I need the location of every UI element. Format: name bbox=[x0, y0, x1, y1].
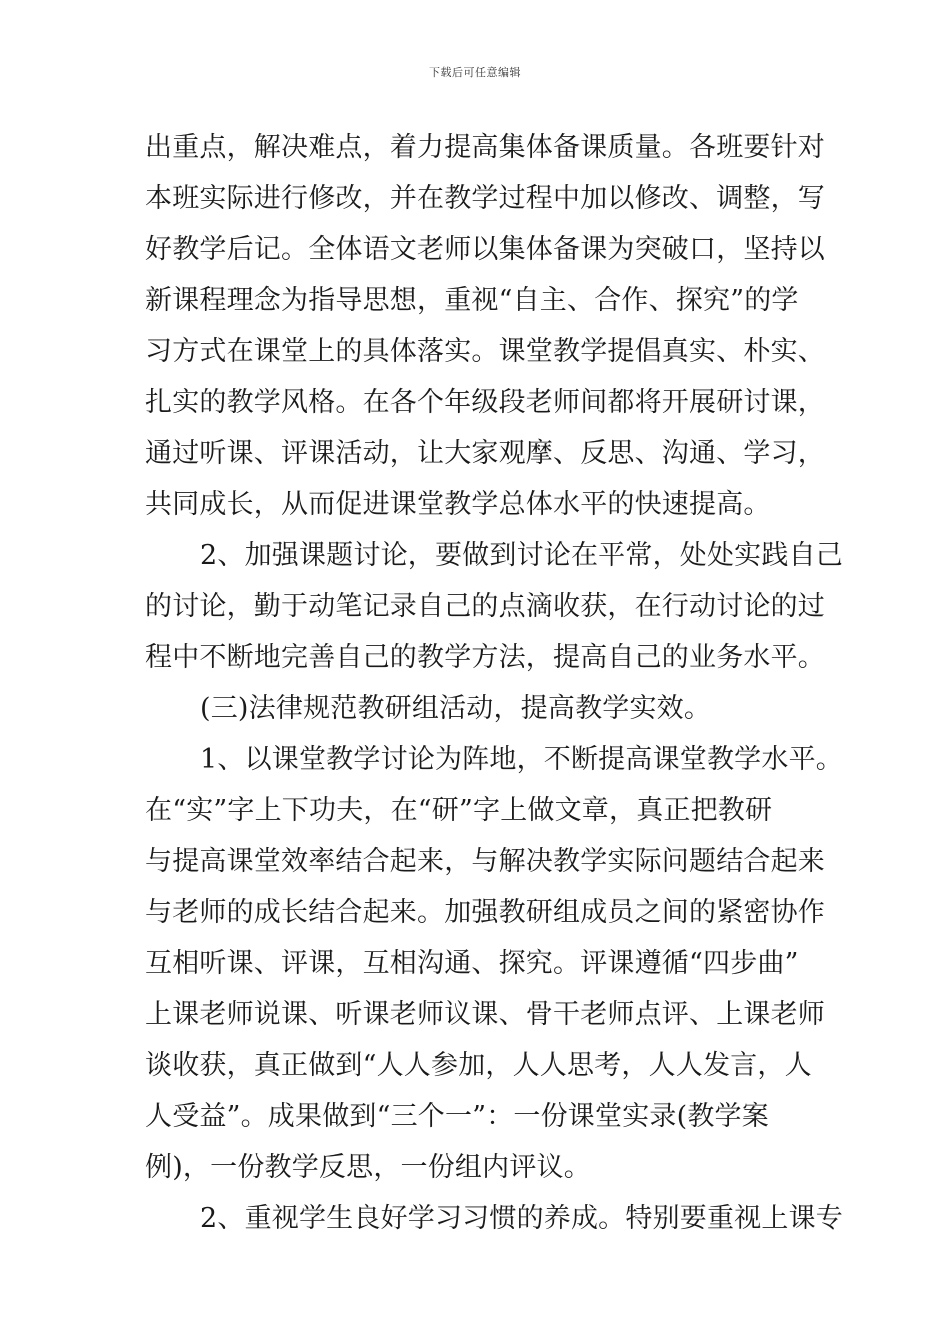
body-line: 扎实的教学风格。在各个年级段老师间都将开展研讨课， bbox=[145, 387, 825, 418]
body-line: 2、重视学生良好学习习惯的养成。特别要重视上课专 bbox=[200, 1203, 843, 1234]
body-line: 谈收获，真正做到“人人参加，人人思考，人人发言，人 bbox=[145, 1050, 812, 1081]
body-line: 新课程理念为指导思想，重视“自主、合作、探究”的学 bbox=[145, 285, 799, 316]
page-header: 下载后可任意编辑 bbox=[429, 66, 521, 79]
body-line: 1、以课堂教学讨论为阵地，不断提高课堂教学水平。 bbox=[200, 744, 843, 775]
body-line: 上课老师说课、听课老师议课、骨干老师点评、上课老师 bbox=[145, 999, 825, 1030]
body-line: 例)，一份教学反思，一份组内评议。 bbox=[145, 1152, 591, 1183]
body-line: 出重点，解决难点，着力提高集体备课质量。各班要针对 bbox=[145, 132, 825, 163]
body-line: 在“实”字上下功夫，在“研”字上做文章，真正把教研 bbox=[145, 795, 773, 826]
body-line: 与老师的成长结合起来。加强教研组成员之间的紧密协作 bbox=[145, 897, 825, 928]
body-line: 本班实际进行修改，并在教学过程中加以修改、调整，写 bbox=[145, 183, 825, 214]
body-line: 好教学后记。全体语文老师以集体备课为突破口，坚持以 bbox=[145, 234, 825, 265]
body-line: 的讨论，勤于动笔记录自己的点滴收获，在行动讨论的过 bbox=[145, 591, 825, 622]
body-line: 互相听课、评课，互相沟通、探究。评课遵循“四步曲” bbox=[145, 948, 799, 979]
body-line: 人受益”。成果做到“三个一”：一份课堂实录(教学案 bbox=[145, 1101, 769, 1132]
body-line: 与提高课堂效率结合起来，与解决教学实际问题结合起来 bbox=[145, 846, 825, 877]
body-line: 习方式在课堂上的具体落实。课堂教学提倡真实、朴实、 bbox=[145, 336, 825, 367]
body-line: 共同成长，从而促进课堂教学总体水平的快速提高。 bbox=[145, 489, 771, 520]
body-line: 通过听课、评课活动，让大家观摩、反思、沟通、学习， bbox=[145, 438, 825, 469]
body-line: 程中不断地完善自己的教学方法，提高自己的业务水平。 bbox=[145, 642, 825, 673]
body-line: 2、加强课题讨论，要做到讨论在平常，处处实践自己 bbox=[200, 540, 843, 571]
section-heading: (三)法律规范教研组活动，提高教学实效。 bbox=[200, 693, 712, 724]
